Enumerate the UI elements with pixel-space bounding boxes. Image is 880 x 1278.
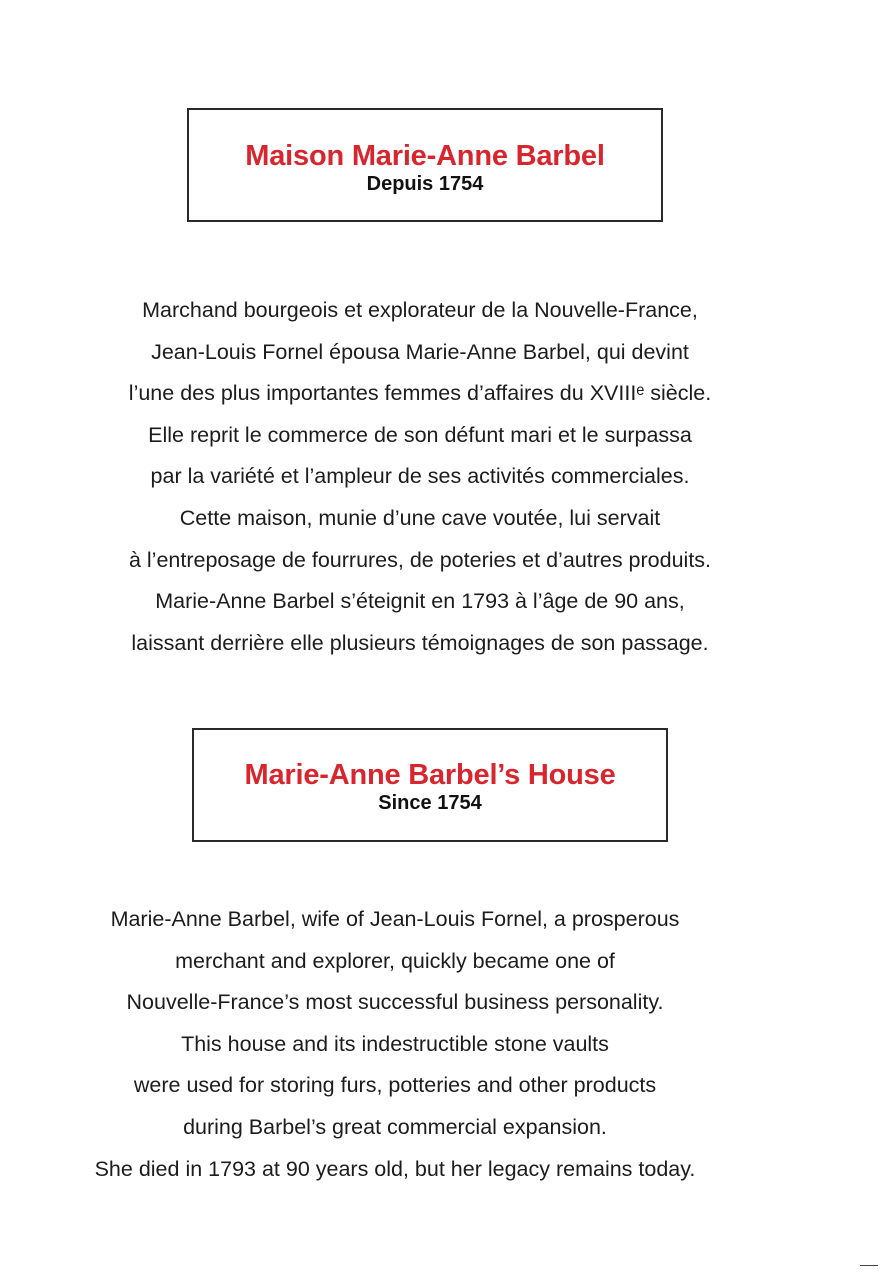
english-line: She died in 1793 at 90 years old, but her legacy remains today. bbox=[94, 1156, 696, 1181]
french-line: Marie-Anne Barbel s’éteignit en 1793 à l’âge de 90 ans, bbox=[155, 589, 685, 614]
english-subtitle: Since 1754 bbox=[378, 792, 482, 814]
english-title-box bbox=[192, 728, 668, 842]
french-subtitle: Depuis 1754 bbox=[366, 173, 484, 195]
english-line: This house and its indestructible stone vaults bbox=[181, 1031, 609, 1056]
french-line: à l’entreposage de fourrures, de poteries et d’autres produits. bbox=[128, 547, 712, 572]
french-line: laissant derrière elle plusieurs témoignages de son passage. bbox=[131, 630, 709, 655]
page-edge-divider bbox=[860, 1265, 878, 1266]
english-line: merchant and explorer, quickly became one of bbox=[175, 948, 615, 973]
french-line: Marchand bourgeois et explorateur de la Nouvelle-France, bbox=[142, 298, 698, 322]
french-line: par la variété et l’ampleur de ses activités commerciales. bbox=[150, 464, 690, 489]
french-paragraph bbox=[20, 290, 820, 664]
english-paragraph bbox=[0, 899, 790, 1190]
english-line: were used for storing furs, potteries and other products bbox=[133, 1073, 657, 1098]
french-line: Elle reprit le commerce de son défunt mari et le surpassa bbox=[148, 422, 692, 447]
french-line: l’une des plus importantes femmes d’affaires du XVIIIᵉ siècle. bbox=[128, 381, 712, 406]
french-line: Jean-Louis Fornel épousa Marie-Anne Barbel, qui devint bbox=[151, 339, 689, 364]
english-line: Marie-Anne Barbel, wife of Jean-Louis Fornel, a prosperous bbox=[110, 907, 680, 931]
french-title-box bbox=[187, 108, 663, 222]
english-title: Marie-Anne Barbel’s House bbox=[244, 759, 616, 791]
french-line: Cette maison, munie d’une cave voutée, lui servait bbox=[179, 505, 661, 530]
english-line: Nouvelle-France’s most successful business personality. bbox=[126, 990, 664, 1015]
english-line: during Barbel’s great commercial expansion. bbox=[183, 1114, 607, 1139]
french-title: Maison Marie-Anne Barbel bbox=[245, 140, 605, 172]
